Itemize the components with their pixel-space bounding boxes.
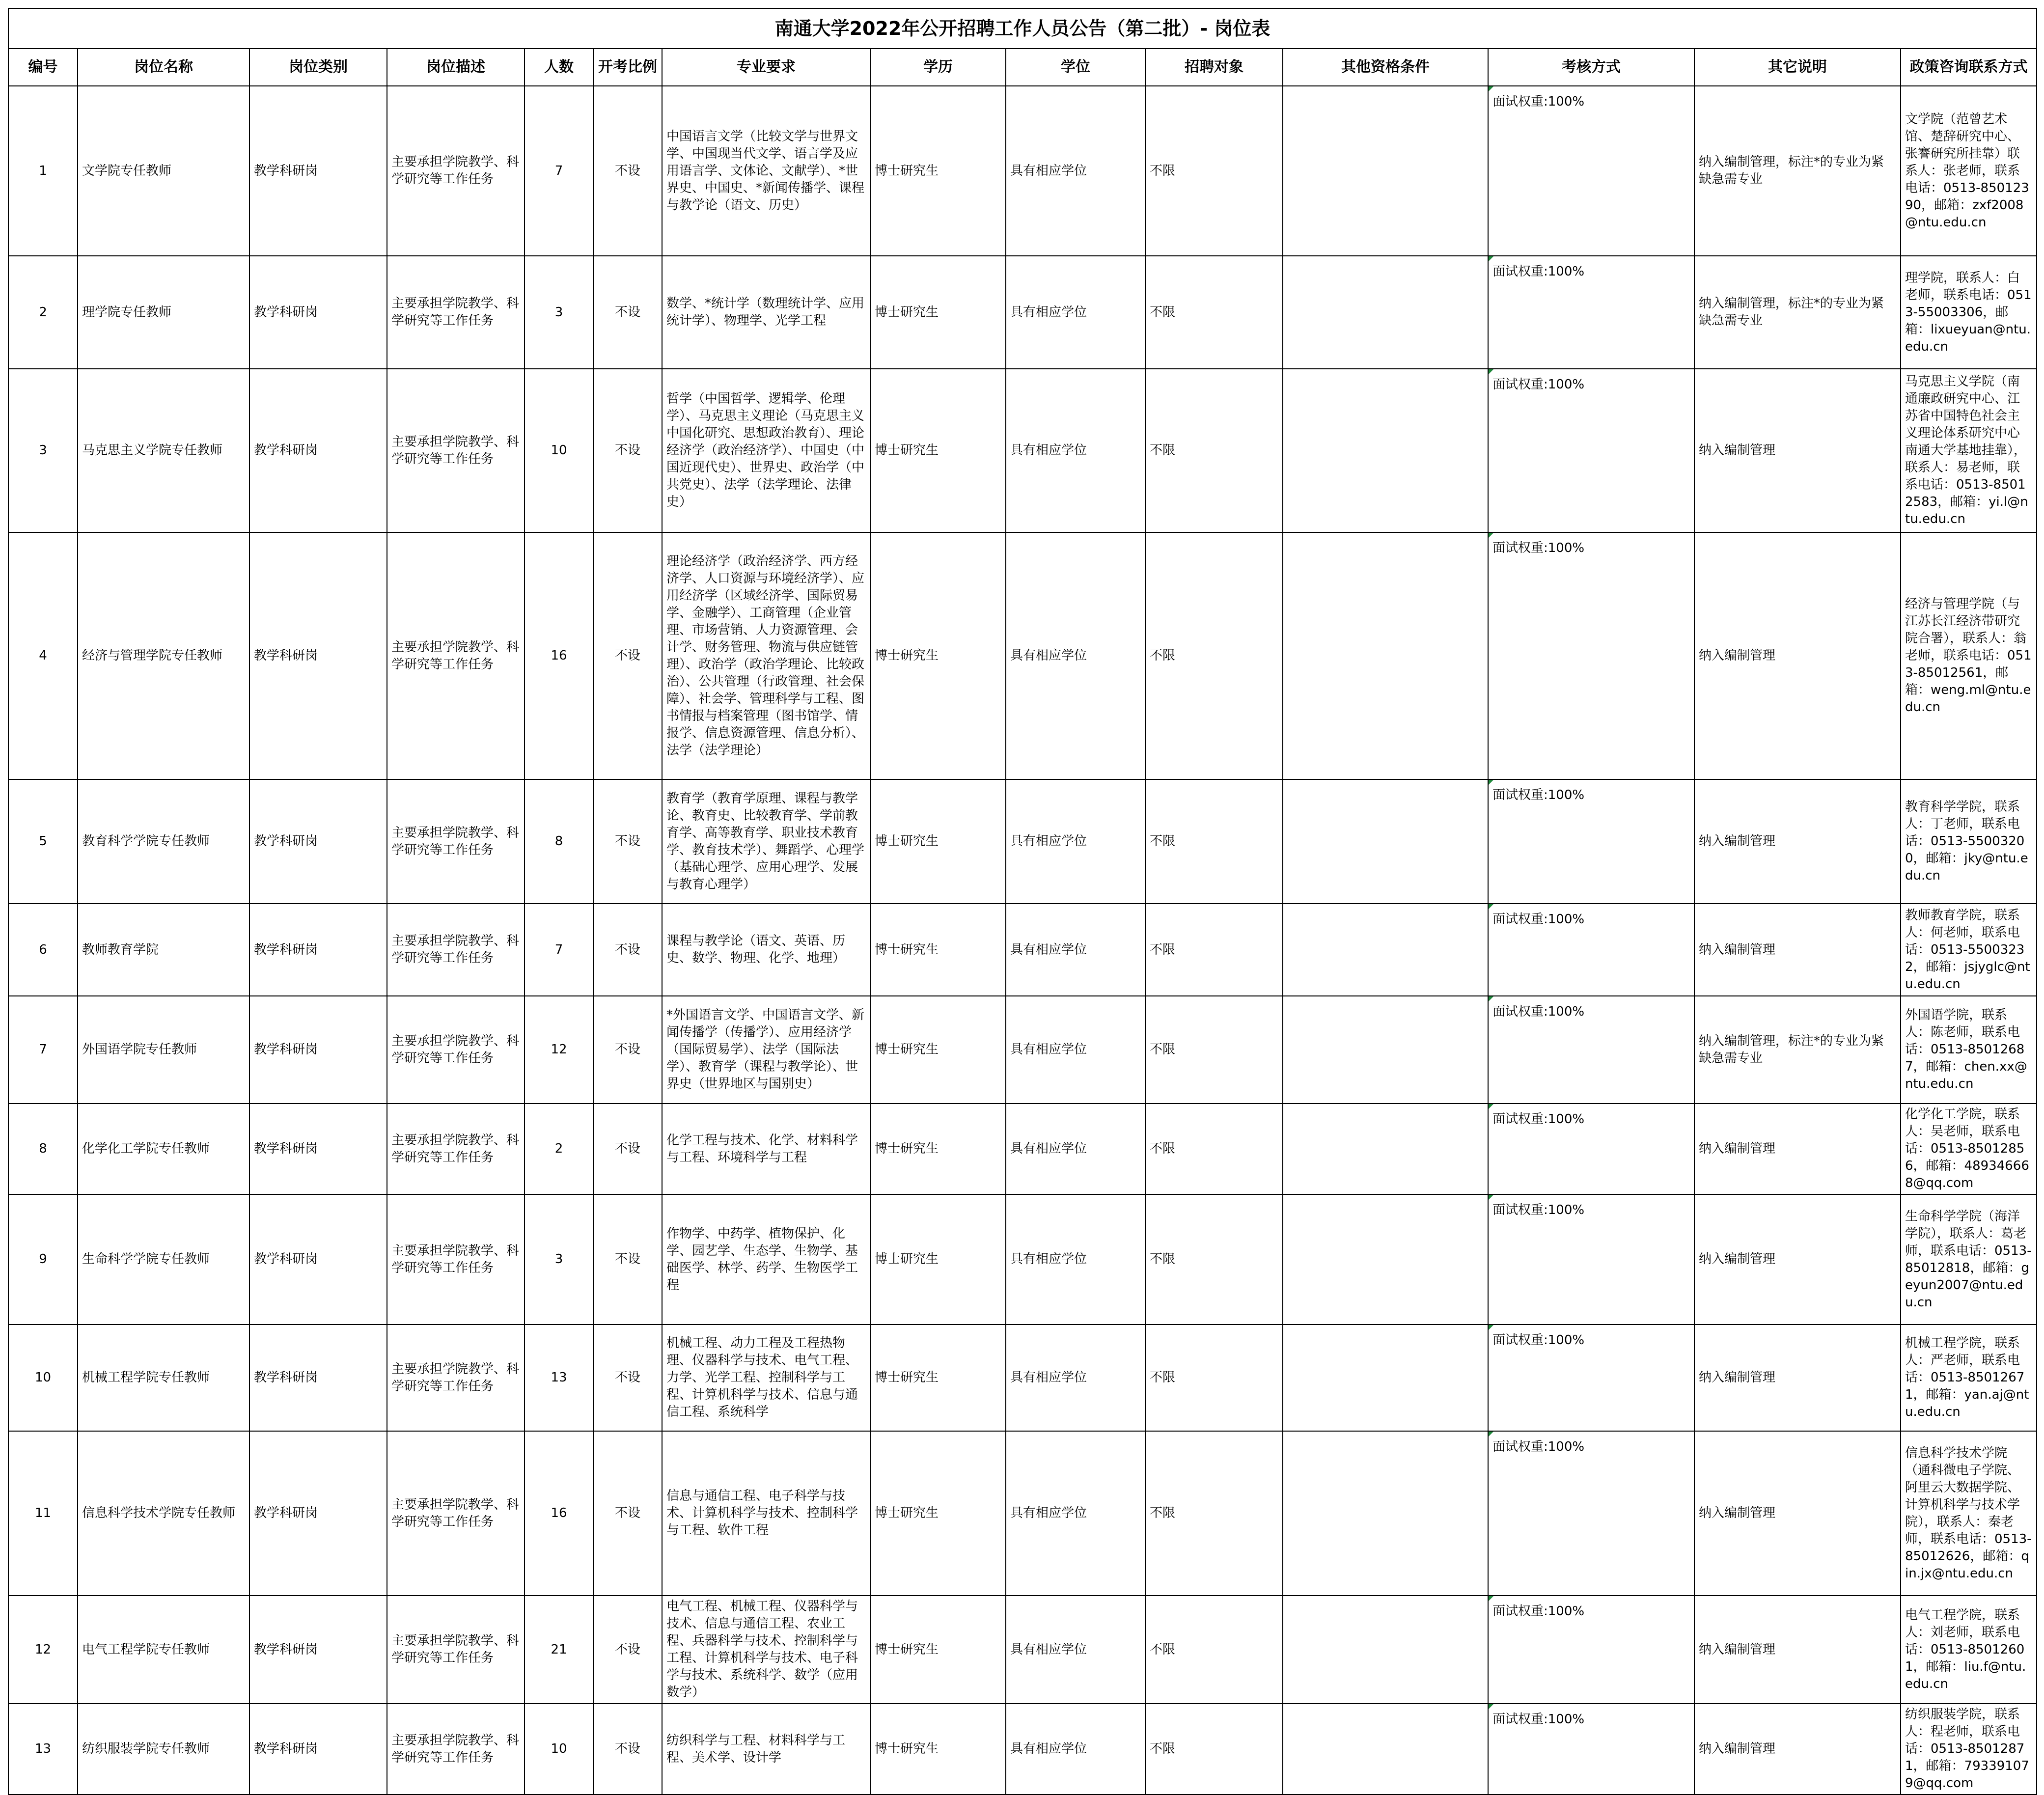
cell-degree: 具有相应学位 bbox=[1006, 256, 1145, 369]
cell-other bbox=[1283, 256, 1488, 369]
header-target: 招聘对象 bbox=[1145, 49, 1283, 86]
table-row bbox=[8, 1104, 2037, 1194]
cell-no: 11 bbox=[8, 1431, 78, 1596]
cell-name: 教师教育学院 bbox=[78, 904, 249, 996]
sheet-title: 南通大学2022年公开招聘工作人员公告（第二批）- 岗位表 bbox=[8, 8, 2037, 49]
cell-desc: 主要承担学院教学、科学研究等工作任务 bbox=[387, 1596, 525, 1704]
cell-name: 信息科学技术学院专任教师 bbox=[78, 1431, 249, 1596]
cell-degree: 具有相应学位 bbox=[1006, 996, 1145, 1104]
cell-category: 教学科研岗 bbox=[249, 1704, 387, 1795]
cell-degree: 具有相应学位 bbox=[1006, 1596, 1145, 1704]
cell-category: 教学科研岗 bbox=[249, 1596, 387, 1704]
header-major: 专业要求 bbox=[662, 49, 870, 86]
cell-ratio: 不设 bbox=[593, 1194, 662, 1325]
cell-exam: 面试权重:100% bbox=[1488, 86, 1694, 256]
cell-note: 纳入编制管理，标注*的专业为紧缺急需专业 bbox=[1694, 86, 1901, 256]
header-exam: 考核方式 bbox=[1488, 49, 1694, 86]
cell-degree: 具有相应学位 bbox=[1006, 369, 1145, 532]
cell-target: 不限 bbox=[1145, 1596, 1283, 1704]
cell-note: 纳入编制管理 bbox=[1694, 1194, 1901, 1325]
cell-category: 教学科研岗 bbox=[249, 256, 387, 369]
cell-count: 7 bbox=[525, 904, 593, 996]
cell-contact: 经济与管理学院（与江苏长江经济带研究院合署），联系人：翁老师，联系电话：0513-85012561，邮箱：weng.ml@ntu.edu.cn bbox=[1901, 532, 2037, 779]
header-contact: 政策咨询联系方式 bbox=[1901, 49, 2037, 86]
table-row bbox=[8, 1596, 2037, 1704]
cell-category: 教学科研岗 bbox=[249, 779, 387, 904]
cell-ratio: 不设 bbox=[593, 1431, 662, 1596]
cell-major: 机械工程、动力工程及工程热物理、仪器科学与技术、电气工程、力学、光学工程、控制科学与工程、计算机科学与技术、信息与通信工程、系统科学 bbox=[662, 1325, 870, 1431]
table-row bbox=[8, 1194, 2037, 1325]
cell-desc: 主要承担学院教学、科学研究等工作任务 bbox=[387, 86, 525, 256]
cell-name: 生命科学学院专任教师 bbox=[78, 1194, 249, 1325]
cell-exam: 面试权重:100% bbox=[1488, 1104, 1694, 1194]
cell-edu: 博士研究生 bbox=[870, 996, 1006, 1104]
cell-desc: 主要承担学院教学、科学研究等工作任务 bbox=[387, 1704, 525, 1795]
cell-major: 作物学、中药学、植物保护、化学、园艺学、生态学、生物学、基础医学、林学、药学、生物医学工程 bbox=[662, 1194, 870, 1325]
cell-exam: 面试权重:100% bbox=[1488, 1431, 1694, 1596]
cell-major: 纺织科学与工程、材料科学与工程、美术学、设计学 bbox=[662, 1704, 870, 1795]
cell-category: 教学科研岗 bbox=[249, 369, 387, 532]
cell-contact: 教师教育学院，联系人：何老师，联系电话：0513-55003232，邮箱：jsjyglc@ntu.edu.cn bbox=[1901, 904, 2037, 996]
cell-target: 不限 bbox=[1145, 904, 1283, 996]
cell-category: 教学科研岗 bbox=[249, 1194, 387, 1325]
cell-desc: 主要承担学院教学、科学研究等工作任务 bbox=[387, 1431, 525, 1596]
cell-target: 不限 bbox=[1145, 256, 1283, 369]
cell-count: 8 bbox=[525, 779, 593, 904]
cell-note: 纳入编制管理 bbox=[1694, 1325, 1901, 1431]
cell-degree: 具有相应学位 bbox=[1006, 779, 1145, 904]
cell-category: 教学科研岗 bbox=[249, 532, 387, 779]
cell-name: 经济与管理学院专任教师 bbox=[78, 532, 249, 779]
cell-other bbox=[1283, 86, 1488, 256]
cell-desc: 主要承担学院教学、科学研究等工作任务 bbox=[387, 1325, 525, 1431]
cell-major: 电气工程、机械工程、仪器科学与技术、信息与通信工程、农业工程、兵器科学与技术、控制科学与工程、计算机科学与技术、电子科学与技术、系统科学、数学（应用数学） bbox=[662, 1596, 870, 1704]
cell-edu: 博士研究生 bbox=[870, 1596, 1006, 1704]
table-row bbox=[8, 1704, 2037, 1795]
cell-contact: 纺织服装学院，联系人：程老师，联系电话：0513-85012871，邮箱：793391079@qq.com bbox=[1901, 1704, 2037, 1795]
cell-exam: 面试权重:100% bbox=[1488, 779, 1694, 904]
cell-target: 不限 bbox=[1145, 1325, 1283, 1431]
cell-degree: 具有相应学位 bbox=[1006, 86, 1145, 256]
cell-major: 课程与教学论（语文、英语、历史、数学、物理、化学、地理） bbox=[662, 904, 870, 996]
cell-desc: 主要承担学院教学、科学研究等工作任务 bbox=[387, 904, 525, 996]
header-count: 人数 bbox=[525, 49, 593, 86]
cell-count: 16 bbox=[525, 532, 593, 779]
cell-no: 1 bbox=[8, 86, 78, 256]
cell-name: 机械工程学院专任教师 bbox=[78, 1325, 249, 1431]
header-edu: 学历 bbox=[870, 49, 1006, 86]
cell-ratio: 不设 bbox=[593, 904, 662, 996]
cell-desc: 主要承担学院教学、科学研究等工作任务 bbox=[387, 779, 525, 904]
cell-degree: 具有相应学位 bbox=[1006, 1704, 1145, 1795]
cell-edu: 博士研究生 bbox=[870, 1104, 1006, 1194]
table-row bbox=[8, 532, 2037, 779]
cell-count: 7 bbox=[525, 86, 593, 256]
cell-contact: 教育科学学院，联系人：丁老师，联系电话：0513-55003200，邮箱：jky@ntu.edu.cn bbox=[1901, 779, 2037, 904]
cell-edu: 博士研究生 bbox=[870, 86, 1006, 256]
cell-ratio: 不设 bbox=[593, 256, 662, 369]
cell-note: 纳入编制管理 bbox=[1694, 1704, 1901, 1795]
cell-desc: 主要承担学院教学、科学研究等工作任务 bbox=[387, 1104, 525, 1194]
cell-note: 纳入编制管理 bbox=[1694, 1104, 1901, 1194]
cell-other bbox=[1283, 1704, 1488, 1795]
cell-desc: 主要承担学院教学、科学研究等工作任务 bbox=[387, 532, 525, 779]
cell-note: 纳入编制管理 bbox=[1694, 1596, 1901, 1704]
table-row bbox=[8, 1431, 2037, 1596]
cell-degree: 具有相应学位 bbox=[1006, 532, 1145, 779]
cell-contact: 外国语学院，联系人：陈老师，联系电话：0513-85012687，邮箱：chen.xx@ntu.edu.cn bbox=[1901, 996, 2037, 1104]
header-note: 其它说明 bbox=[1694, 49, 1901, 86]
header-degree: 学位 bbox=[1006, 49, 1145, 86]
cell-ratio: 不设 bbox=[593, 1104, 662, 1194]
cell-desc: 主要承担学院教学、科学研究等工作任务 bbox=[387, 1194, 525, 1325]
cell-no: 4 bbox=[8, 532, 78, 779]
cell-category: 教学科研岗 bbox=[249, 1431, 387, 1596]
cell-ratio: 不设 bbox=[593, 779, 662, 904]
cell-other bbox=[1283, 1596, 1488, 1704]
header-name: 岗位名称 bbox=[78, 49, 249, 86]
cell-note: 纳入编制管理，标注*的专业为紧缺急需专业 bbox=[1694, 256, 1901, 369]
cell-ratio: 不设 bbox=[593, 996, 662, 1104]
cell-no: 6 bbox=[8, 904, 78, 996]
cell-ratio: 不设 bbox=[593, 86, 662, 256]
cell-other bbox=[1283, 996, 1488, 1104]
cell-no: 12 bbox=[8, 1596, 78, 1704]
cell-target: 不限 bbox=[1145, 369, 1283, 532]
cell-edu: 博士研究生 bbox=[870, 1431, 1006, 1596]
cell-target: 不限 bbox=[1145, 1194, 1283, 1325]
cell-degree: 具有相应学位 bbox=[1006, 1431, 1145, 1596]
cell-ratio: 不设 bbox=[593, 1325, 662, 1431]
cell-name: 电气工程学院专任教师 bbox=[78, 1596, 249, 1704]
cell-count: 10 bbox=[525, 1704, 593, 1795]
cell-contact: 机械工程学院，联系人：严老师，联系电话：0513-85012671，邮箱：yan.aj@ntu.edu.cn bbox=[1901, 1325, 2037, 1431]
cell-edu: 博士研究生 bbox=[870, 1704, 1006, 1795]
cell-note: 纳入编制管理 bbox=[1694, 904, 1901, 996]
cell-name: 文学院专任教师 bbox=[78, 86, 249, 256]
table-row bbox=[8, 779, 2037, 904]
table-row bbox=[8, 904, 2037, 996]
cell-name: 理学院专任教师 bbox=[78, 256, 249, 369]
cell-other bbox=[1283, 904, 1488, 996]
cell-no: 8 bbox=[8, 1104, 78, 1194]
cell-category: 教学科研岗 bbox=[249, 904, 387, 996]
cell-other bbox=[1283, 532, 1488, 779]
cell-edu: 博士研究生 bbox=[870, 904, 1006, 996]
positions-table bbox=[8, 8, 2037, 1795]
cell-category: 教学科研岗 bbox=[249, 86, 387, 256]
cell-edu: 博士研究生 bbox=[870, 256, 1006, 369]
cell-count: 12 bbox=[525, 996, 593, 1104]
cell-ratio: 不设 bbox=[593, 1704, 662, 1795]
cell-desc: 主要承担学院教学、科学研究等工作任务 bbox=[387, 256, 525, 369]
cell-exam: 面试权重:100% bbox=[1488, 996, 1694, 1104]
cell-edu: 博士研究生 bbox=[870, 369, 1006, 532]
cell-name: 化学化工学院专任教师 bbox=[78, 1104, 249, 1194]
cell-target: 不限 bbox=[1145, 532, 1283, 779]
cell-contact: 马克思主义学院（南通廉政研究中心、江苏省中国特色社会主义理论体系研究中心南通大学基地挂靠），联系人：易老师，联系电话：0513-85012583，邮箱：yi.l@ntu.edu.cn bbox=[1901, 369, 2037, 532]
cell-name: 教育科学学院专任教师 bbox=[78, 779, 249, 904]
cell-count: 2 bbox=[525, 1104, 593, 1194]
cell-count: 21 bbox=[525, 1596, 593, 1704]
cell-contact: 信息科学技术学院（通科微电子学院、阿里云大数据学院、计算机科学与技术学院），联系人：秦老师，联系电话：0513-85012626，邮箱：qin.jx@ntu.edu.cn bbox=[1901, 1431, 2037, 1596]
table-row bbox=[8, 369, 2037, 532]
table-row bbox=[8, 1325, 2037, 1431]
header-category: 岗位类别 bbox=[249, 49, 387, 86]
cell-exam: 面试权重:100% bbox=[1488, 532, 1694, 779]
cell-target: 不限 bbox=[1145, 1431, 1283, 1596]
cell-contact: 文学院（范曾艺术馆、楚辞研究中心、张謇研究所挂靠）联系人：张老师，联系电话：0513-85012390，邮箱：zxf2008@ntu.edu.cn bbox=[1901, 86, 2037, 256]
cell-exam: 面试权重:100% bbox=[1488, 1704, 1694, 1795]
cell-contact: 理学院，联系人：白老师，联系电话：0513-55003306，邮箱：lixueyuan@ntu.edu.cn bbox=[1901, 256, 2037, 369]
cell-major: 哲学（中国哲学、逻辑学、伦理学）、马克思主义理论（马克思主义中国化研究、思想政治教育）、理论经济学（政治经济学）、中国史（中国近现代史）、世界史、政治学（中共党史）、法学（法学理论、法律史） bbox=[662, 369, 870, 532]
cell-edu: 博士研究生 bbox=[870, 779, 1006, 904]
cell-count: 16 bbox=[525, 1431, 593, 1596]
cell-count: 3 bbox=[525, 1194, 593, 1325]
cell-other bbox=[1283, 1194, 1488, 1325]
cell-edu: 博士研究生 bbox=[870, 1194, 1006, 1325]
header-no: 编号 bbox=[8, 49, 78, 86]
cell-degree: 具有相应学位 bbox=[1006, 1194, 1145, 1325]
cell-exam: 面试权重:100% bbox=[1488, 1194, 1694, 1325]
header-ratio: 开考比例 bbox=[593, 49, 662, 86]
cell-major: 中国语言文学（比较文学与世界文学、中国现当代文学、语言学及应用语言学、文体论、文献学）、*世界史、中国史、*新闻传播学、课程与教学论（语文、历史） bbox=[662, 86, 870, 256]
cell-ratio: 不设 bbox=[593, 1596, 662, 1704]
table-row bbox=[8, 996, 2037, 1104]
cell-exam: 面试权重:100% bbox=[1488, 256, 1694, 369]
cell-exam: 面试权重:100% bbox=[1488, 904, 1694, 996]
cell-contact: 电气工程学院，联系人：刘老师，联系电话：0513-85012601，邮箱：liu.f@ntu.edu.cn bbox=[1901, 1596, 2037, 1704]
cell-category: 教学科研岗 bbox=[249, 996, 387, 1104]
cell-other bbox=[1283, 1431, 1488, 1596]
cell-desc: 主要承担学院教学、科学研究等工作任务 bbox=[387, 369, 525, 532]
cell-major: 化学工程与技术、化学、材料科学与工程、环境科学与工程 bbox=[662, 1104, 870, 1194]
cell-count: 10 bbox=[525, 369, 593, 532]
cell-target: 不限 bbox=[1145, 996, 1283, 1104]
cell-major: *外国语言文学、中国语言文学、新闻传播学（传播学）、应用经济学（国际贸易学）、法学（国际法学）、教育学（课程与教学论）、世界史（世界地区与国别史） bbox=[662, 996, 870, 1104]
cell-name: 外国语学院专任教师 bbox=[78, 996, 249, 1104]
cell-target: 不限 bbox=[1145, 86, 1283, 256]
cell-other bbox=[1283, 779, 1488, 904]
table-row bbox=[8, 86, 2037, 256]
cell-category: 教学科研岗 bbox=[249, 1325, 387, 1431]
cell-ratio: 不设 bbox=[593, 369, 662, 532]
cell-note: 纳入编制管理 bbox=[1694, 1431, 1901, 1596]
cell-other bbox=[1283, 1325, 1488, 1431]
cell-exam: 面试权重:100% bbox=[1488, 369, 1694, 532]
cell-major: 教育学（教育学原理、课程与教学论、教育史、比较教育学、学前教育学、高等教育学、职业技术教育学、教育技术学）、舞蹈学、心理学（基础心理学、应用心理学、发展与教育心理学） bbox=[662, 779, 870, 904]
cell-edu: 博士研究生 bbox=[870, 532, 1006, 779]
cell-other bbox=[1283, 1104, 1488, 1194]
cell-no: 13 bbox=[8, 1704, 78, 1795]
cell-no: 10 bbox=[8, 1325, 78, 1431]
cell-ratio: 不设 bbox=[593, 532, 662, 779]
cell-no: 7 bbox=[8, 996, 78, 1104]
cell-desc: 主要承担学院教学、科学研究等工作任务 bbox=[387, 996, 525, 1104]
header-row bbox=[8, 49, 2037, 86]
header-other: 其他资格条件 bbox=[1283, 49, 1488, 86]
cell-category: 教学科研岗 bbox=[249, 1104, 387, 1194]
cell-note: 纳入编制管理 bbox=[1694, 369, 1901, 532]
header-desc: 岗位描述 bbox=[387, 49, 525, 86]
cell-no: 2 bbox=[8, 256, 78, 369]
cell-degree: 具有相应学位 bbox=[1006, 1325, 1145, 1431]
cell-contact: 化学化工学院，联系人：吴老师，联系电话：0513-85012856，邮箱：489346668@qq.com bbox=[1901, 1104, 2037, 1194]
cell-note: 纳入编制管理 bbox=[1694, 532, 1901, 779]
cell-count: 3 bbox=[525, 256, 593, 369]
cell-note: 纳入编制管理 bbox=[1694, 779, 1901, 904]
cell-no: 3 bbox=[8, 369, 78, 532]
cell-target: 不限 bbox=[1145, 1704, 1283, 1795]
cell-count: 13 bbox=[525, 1325, 593, 1431]
cell-degree: 具有相应学位 bbox=[1006, 904, 1145, 996]
cell-major: 信息与通信工程、电子科学与技术、计算机科学与技术、控制科学与工程、软件工程 bbox=[662, 1431, 870, 1596]
cell-name: 纺织服装学院专任教师 bbox=[78, 1704, 249, 1795]
cell-other bbox=[1283, 369, 1488, 532]
cell-target: 不限 bbox=[1145, 779, 1283, 904]
cell-degree: 具有相应学位 bbox=[1006, 1104, 1145, 1194]
cell-edu: 博士研究生 bbox=[870, 1325, 1006, 1431]
title-row bbox=[8, 8, 2037, 49]
cell-no: 9 bbox=[8, 1194, 78, 1325]
cell-note: 纳入编制管理，标注*的专业为紧缺急需专业 bbox=[1694, 996, 1901, 1104]
cell-target: 不限 bbox=[1145, 1104, 1283, 1194]
cell-major: 数学、*统计学（数理统计学、应用统计学）、物理学、光学工程 bbox=[662, 256, 870, 369]
table-row bbox=[8, 256, 2037, 369]
cell-exam: 面试权重:100% bbox=[1488, 1596, 1694, 1704]
cell-name: 马克思主义学院专任教师 bbox=[78, 369, 249, 532]
cell-contact: 生命科学学院（海洋学院），联系人：葛老师，联系电话：0513-85012818，邮箱：geyun2007@ntu.edu.cn bbox=[1901, 1194, 2037, 1325]
cell-major: 理论经济学（政治经济学、西方经济学、人口资源与环境经济学）、应用经济学（区域经济学、国际贸易学、金融学）、工商管理（企业管理、市场营销、人力资源管理、会计学、财务管理、物流与供应链管理）、政治学（政治学理论、比较政治）、公共管理（行政管理、社会保障）、社会学、管理科学与工程、图书情报与档案管理（图书馆学、情报学、信息资源管理、信息分析）、法学（法学理论） bbox=[662, 532, 870, 779]
cell-no: 5 bbox=[8, 779, 78, 904]
cell-exam: 面试权重:100% bbox=[1488, 1325, 1694, 1431]
